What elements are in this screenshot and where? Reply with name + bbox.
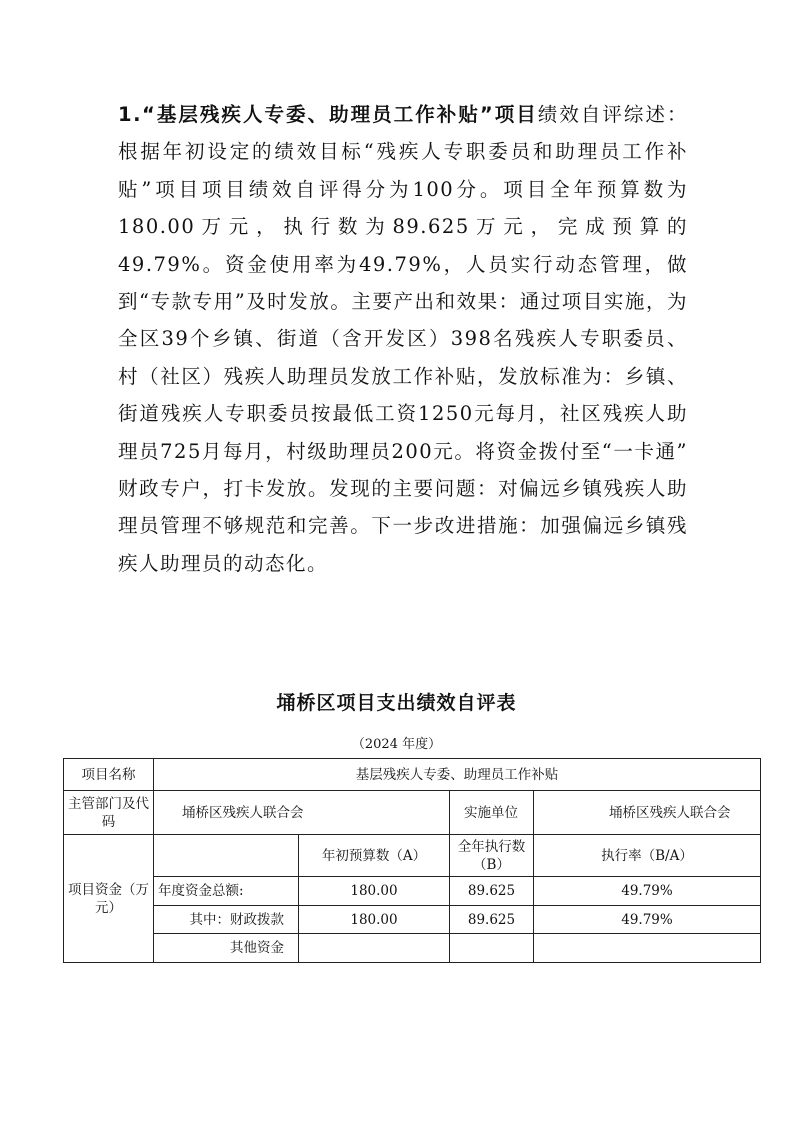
table-title: 埇桥区项目支出绩效自评表: [276, 692, 517, 714]
row-label: 其中：财政拨款: [154, 906, 299, 934]
row-exec: [450, 934, 534, 963]
table-year: （2024 年度）: [351, 737, 442, 752]
impl-label: 实施单位: [450, 791, 534, 835]
paragraph-heading: 1.“基层残疾人专委、助理员工作补贴”项目: [118, 103, 538, 126]
row-exec: 89.625: [450, 877, 534, 906]
col-exec-header: 全年执行数（B）: [450, 835, 534, 877]
project-name-label: 项目名称: [64, 759, 154, 791]
table-row: [64, 906, 761, 934]
header-blank: [154, 835, 299, 877]
row-label: 其他资金: [154, 934, 299, 963]
table-row: [64, 877, 761, 906]
impl-value: 埇桥区残疾人联合会: [534, 791, 761, 835]
row-budget: 180.00: [299, 877, 450, 906]
row-label: 年度资金总额:: [154, 877, 299, 906]
row-rate: [534, 934, 761, 963]
summary-paragraph: [118, 96, 688, 582]
col-budget-header: 年初预算数（A）: [299, 835, 450, 877]
row-rate: 49.79%: [534, 877, 761, 906]
dept-label: 主管部门及代码: [64, 791, 154, 835]
table-row: [64, 934, 761, 963]
row-exec: 89.625: [450, 906, 534, 934]
paragraph-body: 绩效自评综述：根据年初设定的绩效目标“残疾人专职委员和助理员工作补贴”项目项目绩效自评得分为100分。项目全年预算数为180.00万元，执行数为89.625万元，完成预算的49.79%。资金使用率为49.79%，人员实行动态管理，做到“专款专用”及时发放。主要产出和效果：通过项目实施，为全区39个乡镇、街道（含开发区）398名残疾人专职委员、村（社区）残疾人助理员发放工作补贴，发放标准为：乡镇、街道残疾人专职委员按最低工资1250元每月，社区残疾人助理员725月每月，村级助理员200元。将资金拨付至“一卡通” 财政专户，打卡发放。发现的主要问题：对偏远乡镇残疾人助理员管理不够规范和完善。下一步改进措施：加强偏远乡镇残疾人助理员的动态化。: [118, 103, 688, 575]
project-name-value: 基层残疾人专委、助理员工作补贴: [154, 759, 761, 791]
row-rate: 49.79%: [534, 906, 761, 934]
row-budget: [299, 934, 450, 963]
row-budget: 180.00: [299, 906, 450, 934]
dept-value: 埇桥区残疾人联合会: [154, 791, 450, 835]
funds-label: 项目资金（万元）: [64, 835, 154, 963]
col-rate-header: 执行率（B/A）: [534, 835, 761, 877]
performance-table: [63, 758, 761, 963]
